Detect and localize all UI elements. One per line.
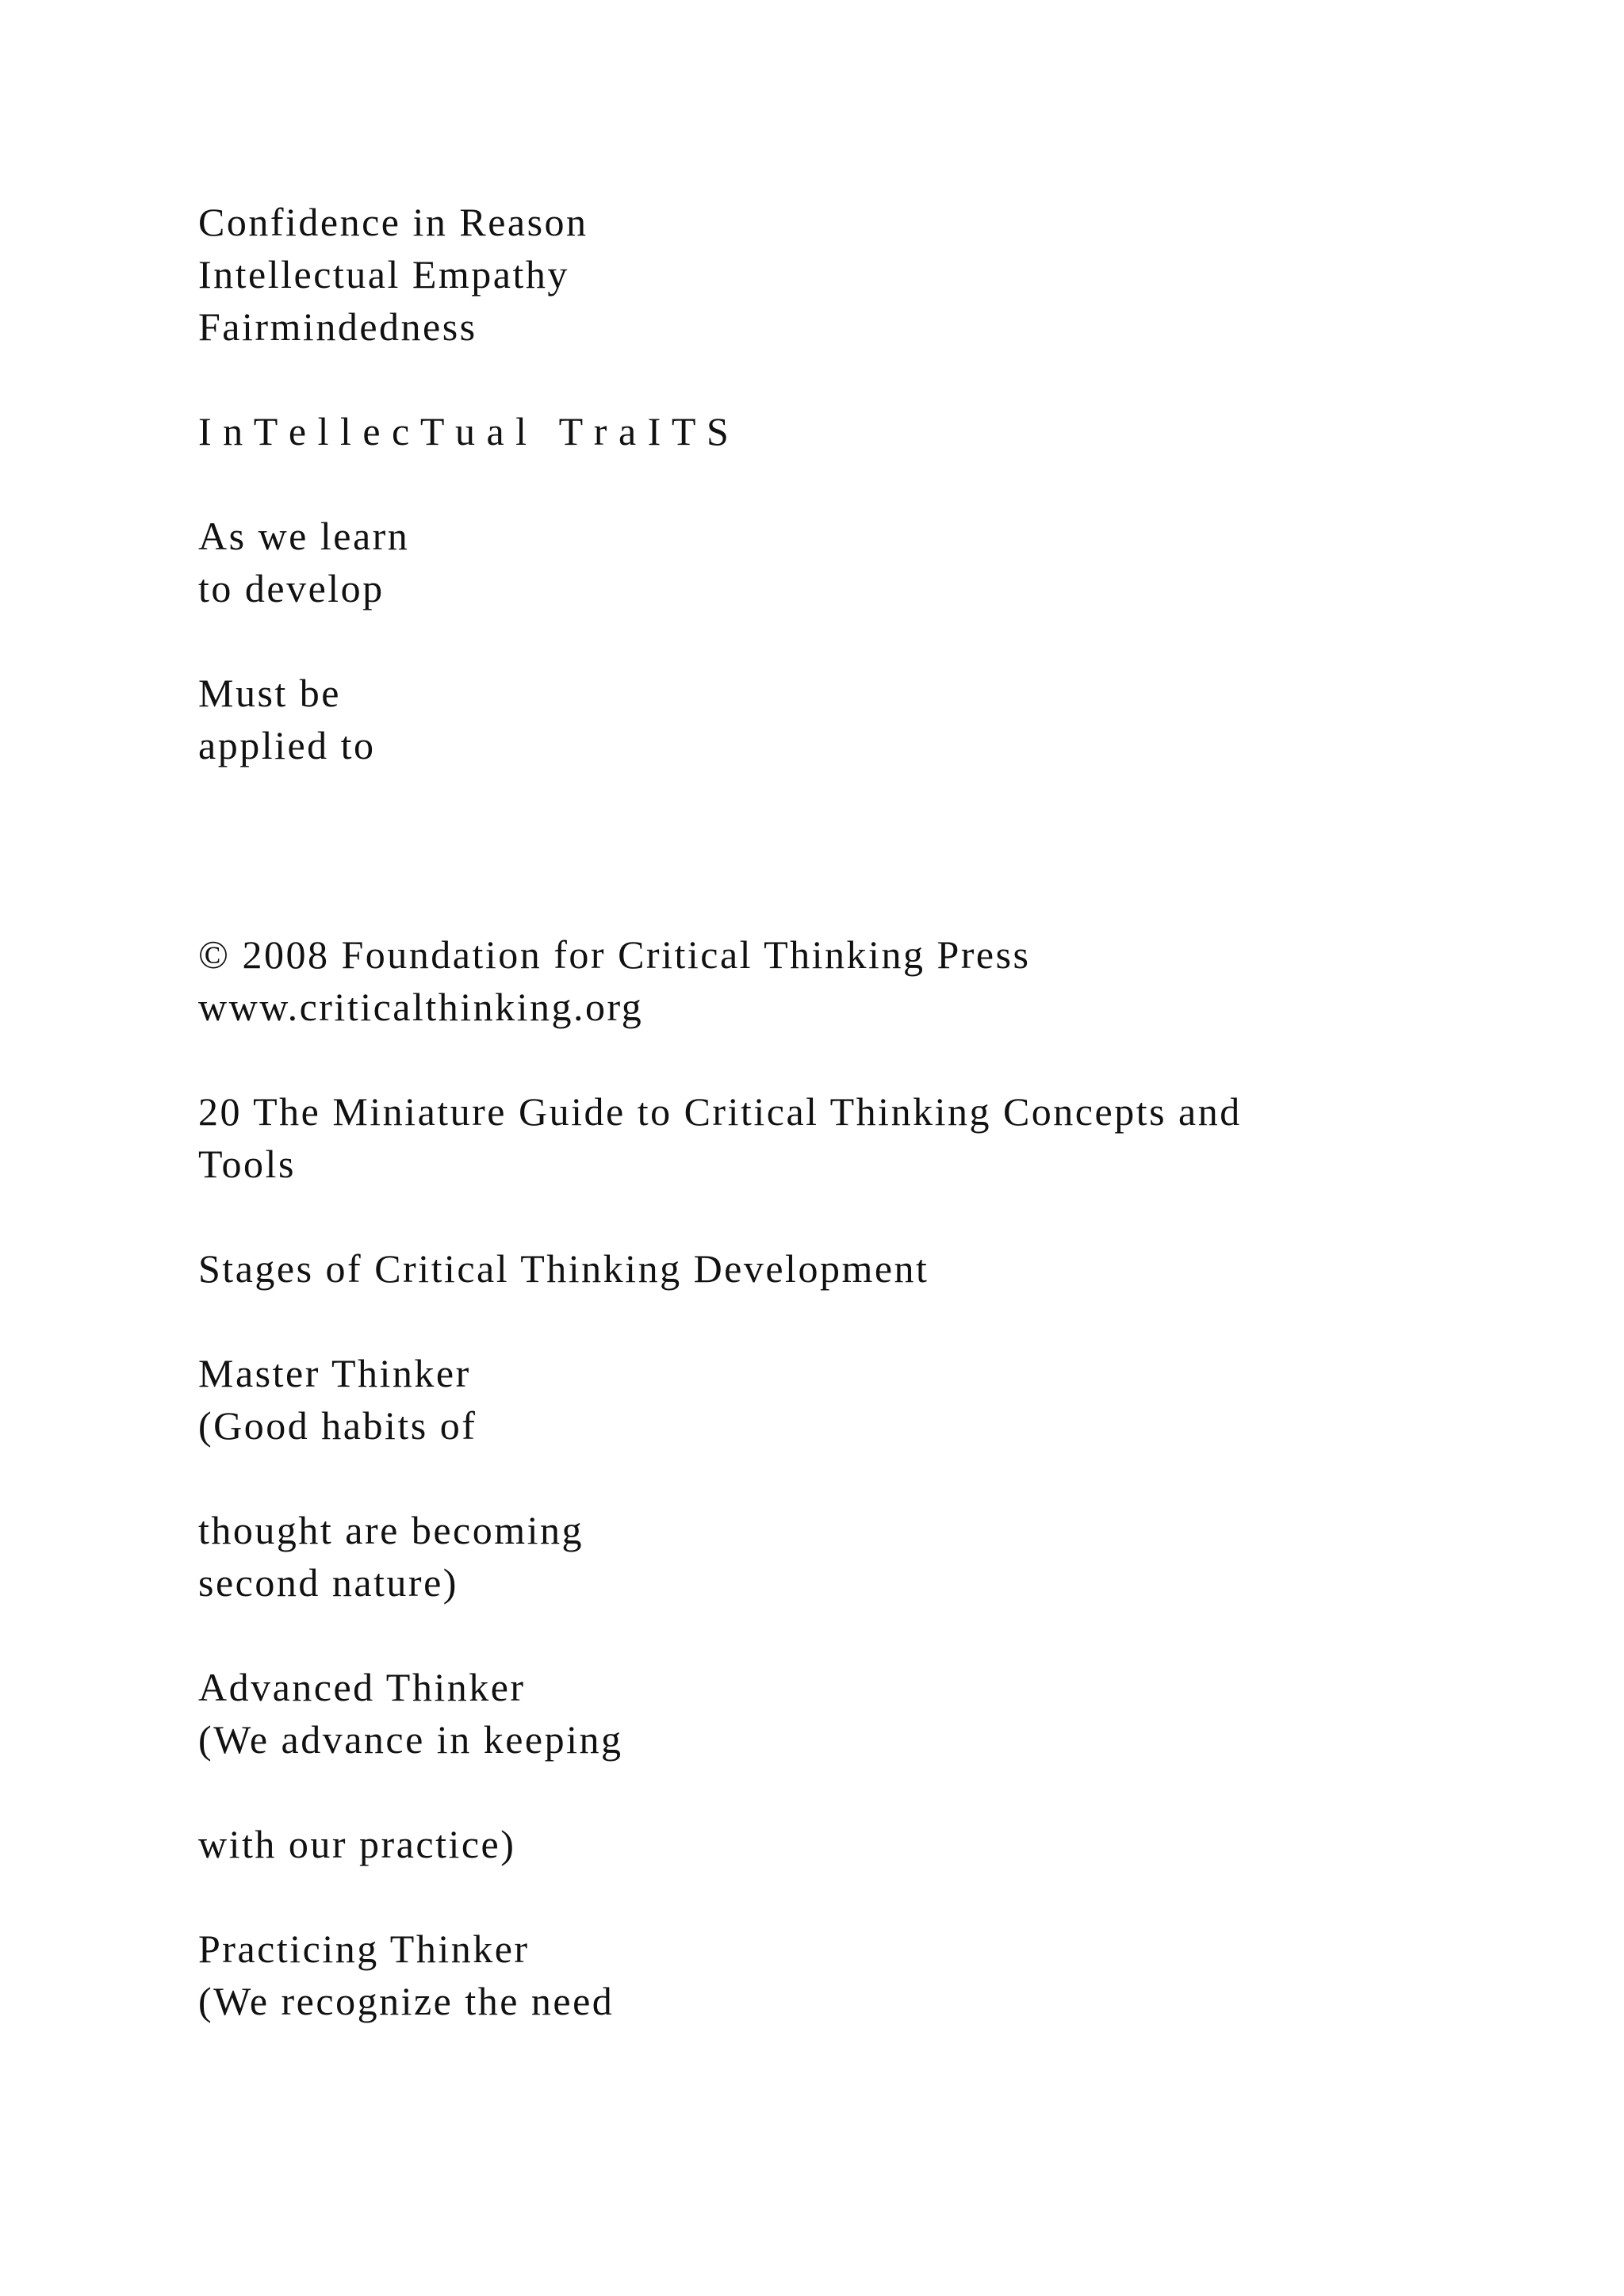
- trait-fairmindedness: Fairmindedness: [198, 304, 477, 349]
- copyright-text: © 2008 Foundation for Critical Thinking Press: [198, 932, 1031, 977]
- practicing-thinker-desc-line1: (We recognize the need: [198, 1979, 615, 2023]
- guide-title-line2: Tools: [198, 1142, 296, 1186]
- applied-to-text: applied to: [198, 723, 376, 767]
- master-thinker-desc-line2: thought are becoming: [198, 1508, 584, 1552]
- advanced-thinker-desc-line1: (We advance in keeping: [198, 1717, 623, 1762]
- trait-confidence-in-reason: Confidence in Reason: [198, 200, 588, 244]
- website-text: www.criticalthinking.org: [198, 985, 644, 1029]
- advanced-thinker-name: Advanced Thinker: [198, 1665, 526, 1709]
- stages-title: Stages of Critical Thinking Development: [198, 1246, 929, 1291]
- trait-intellectual-empathy: Intellectual Empathy: [198, 252, 569, 297]
- to-develop-text: to develop: [198, 566, 385, 610]
- must-be-text: Must be: [198, 671, 341, 715]
- master-thinker-desc-line1: (Good habits of: [198, 1403, 477, 1448]
- intellectual-traits-heading: I n T e l l e c T u a l T r a I T S: [198, 409, 730, 453]
- master-thinker-name: Master Thinker: [198, 1351, 471, 1395]
- guide-title-line1: 20 The Miniature Guide to Critical Thinking Concepts and: [198, 1089, 1242, 1134]
- advanced-thinker-desc-line2: with our practice): [198, 1822, 516, 1866]
- as-we-learn-text: As we learn: [198, 514, 410, 558]
- practicing-thinker-name: Practicing Thinker: [198, 1927, 530, 1971]
- master-thinker-desc-line3: second nature): [198, 1560, 458, 1605]
